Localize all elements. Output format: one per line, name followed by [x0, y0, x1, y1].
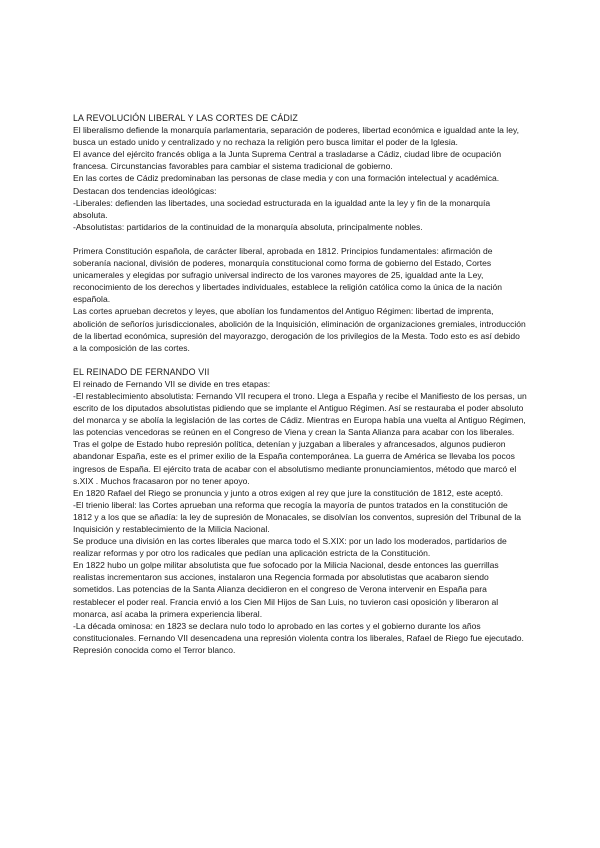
paragraph: En 1820 Rafael del Riego se pronuncia y junto a otros exigen al rey que jure la constitución de 1812, este aceptó.	[73, 487, 503, 498]
paragraph: -El restablecimiento absolutista: Fernando VII recupera el trono. Llega a España y recibe el Manifiesto de los persas, un escrito de los diputados absolutistas pidiendo que se implante el Antiguo Régimen. Así se restauraba el poder absoluto del monarca y se abolía la legislación de las cortes de Cádiz. Mientras en Europa había una vuelta al Antiguo Régimen, las potencias vencedoras se reúnen en el Congreso de Viena y crean la Santa Alianza para acabar con los liberales.	[73, 390, 527, 438]
paragraph: -Liberales: defienden las libertades, una sociedad estructurada en la igualdad ante la ley y fin de la monarquía absoluta.	[73, 197, 491, 220]
paragraph: Tras el golpe de Estado hubo represión política, detenían y juzgaban a liberales y afrancesados, algunos pudieron abandonar España, este es el primer exilio de la España contemporánea. La guerra de América se llevaba los pocos ingresos de España. El ejército trata de acabar con el absolutismo mediante pronunciamientos, método que marcó el s.XIX . Muchos fracasaron por no tener apoyo.	[73, 439, 517, 486]
paragraph: En 1822 hubo un golpe militar absolutista que fue sofocado por la Milicia Nacional, desde entonces las guerrillas realistas incrementaron sus acciones, instalaron una Regencia formada por absolutistas que acabaron siendo sometidos. Las potencias de la Santa Alianza decidieron en el congreso de Verona intervenir en España para restablecer el poder real. Francia envió a los Cien Mil Hijos de San Luis, no tuvieron casi oposición y liberaron al monarca, así acaba la primera experiencia liberal.	[73, 560, 499, 619]
section-title-fernando-vii: EL REINADO DE FERNANDO VII	[73, 366, 210, 377]
paragraph: Primera Constitución española, de carácter liberal, aprobada en 1812. Principios fundamentales: afirmación de soberanía nacional, división de poderes, monarquía constitucional como forma de gobierno del Estado, Cortes unicamerales y elegidas por sufragio universal indirecto de los varones mayores de 25, igualdad ante la Ley, reconocimiento de los derechos y libertades individuales, establece la religión católica como la única de la nación española.	[73, 245, 503, 305]
paragraph-spacer	[73, 233, 527, 245]
paragraph: -La década ominosa: en 1823 se declara nulo todo lo aprobado en las cortes y el gobierno durante los años constitucionales. Fernando VII desencadena una represión violenta contra los liberales, Rafael de Riego fue ejecutado. Represión conocida como el Terror blanco.	[73, 620, 524, 655]
paragraph: -El trienio liberal: las Cortes aprueban una reforma que recogía la mayoría de puntos tratados en la constitución de 1812 y a los que se añadía: la ley de supresión de Monacales, se disolvían los conventos, supresión del Tribunal de la Inquisición y restablecimiento de la Milicia Nacional.	[73, 499, 522, 534]
paragraph: El liberalismo defiende la monarquía parlamentaria, separación de poderes, libertad económica e igualdad ante la ley, busca un estado unido y centralizado y no rechaza la religión pero busca limitar el poder de la Iglesia.	[73, 125, 519, 148]
paragraph: El avance del ejército francés obliga a la Junta Suprema Central a trasladarse a Cádiz, ciudad libre de ocupación francesa. Circunstancias favorables para cambiar el sistema tradicional de gobierno.	[73, 149, 502, 172]
paragraph: -Absolutistas: partidarios de la continuidad de la monarquía absoluta, principalmente nobles.	[73, 221, 423, 232]
paragraph: Las cortes aprueban decretos y leyes, que abolían los fundamentos del Antiguo Régimen: libertad de imprenta, abolición de señoríos jurisdiccionales, abolición de la Inquisición, eliminación de organizaciones gremiales, introducción de la libertad económica, supresión del mayorazgo, derogación de los privilegios de la Mesta. Todo esto es así debido a la composición de las cortes.	[73, 306, 526, 353]
section-title-cadiz: LA REVOLUCIÓN LIBERAL Y LAS CORTES DE CÁDIZ	[73, 113, 298, 123]
paragraph: El reinado de Fernando VII se divide en tres etapas:	[73, 378, 271, 389]
document-body	[73, 112, 527, 656]
paragraph-spacer	[73, 354, 527, 366]
paragraph: Se produce una división en las cortes liberales que marca todo el S.XIX: por un lado los moderados, partidarios de realizar reformas y por otro los radicales que pedían una aplicación estricta de la Constitución.	[73, 536, 507, 559]
paragraph: En las cortes de Cádiz predominaban las personas de clase media y con una formación intelectual y académica. Destacan dos tendencias ideológicas:	[73, 173, 500, 196]
